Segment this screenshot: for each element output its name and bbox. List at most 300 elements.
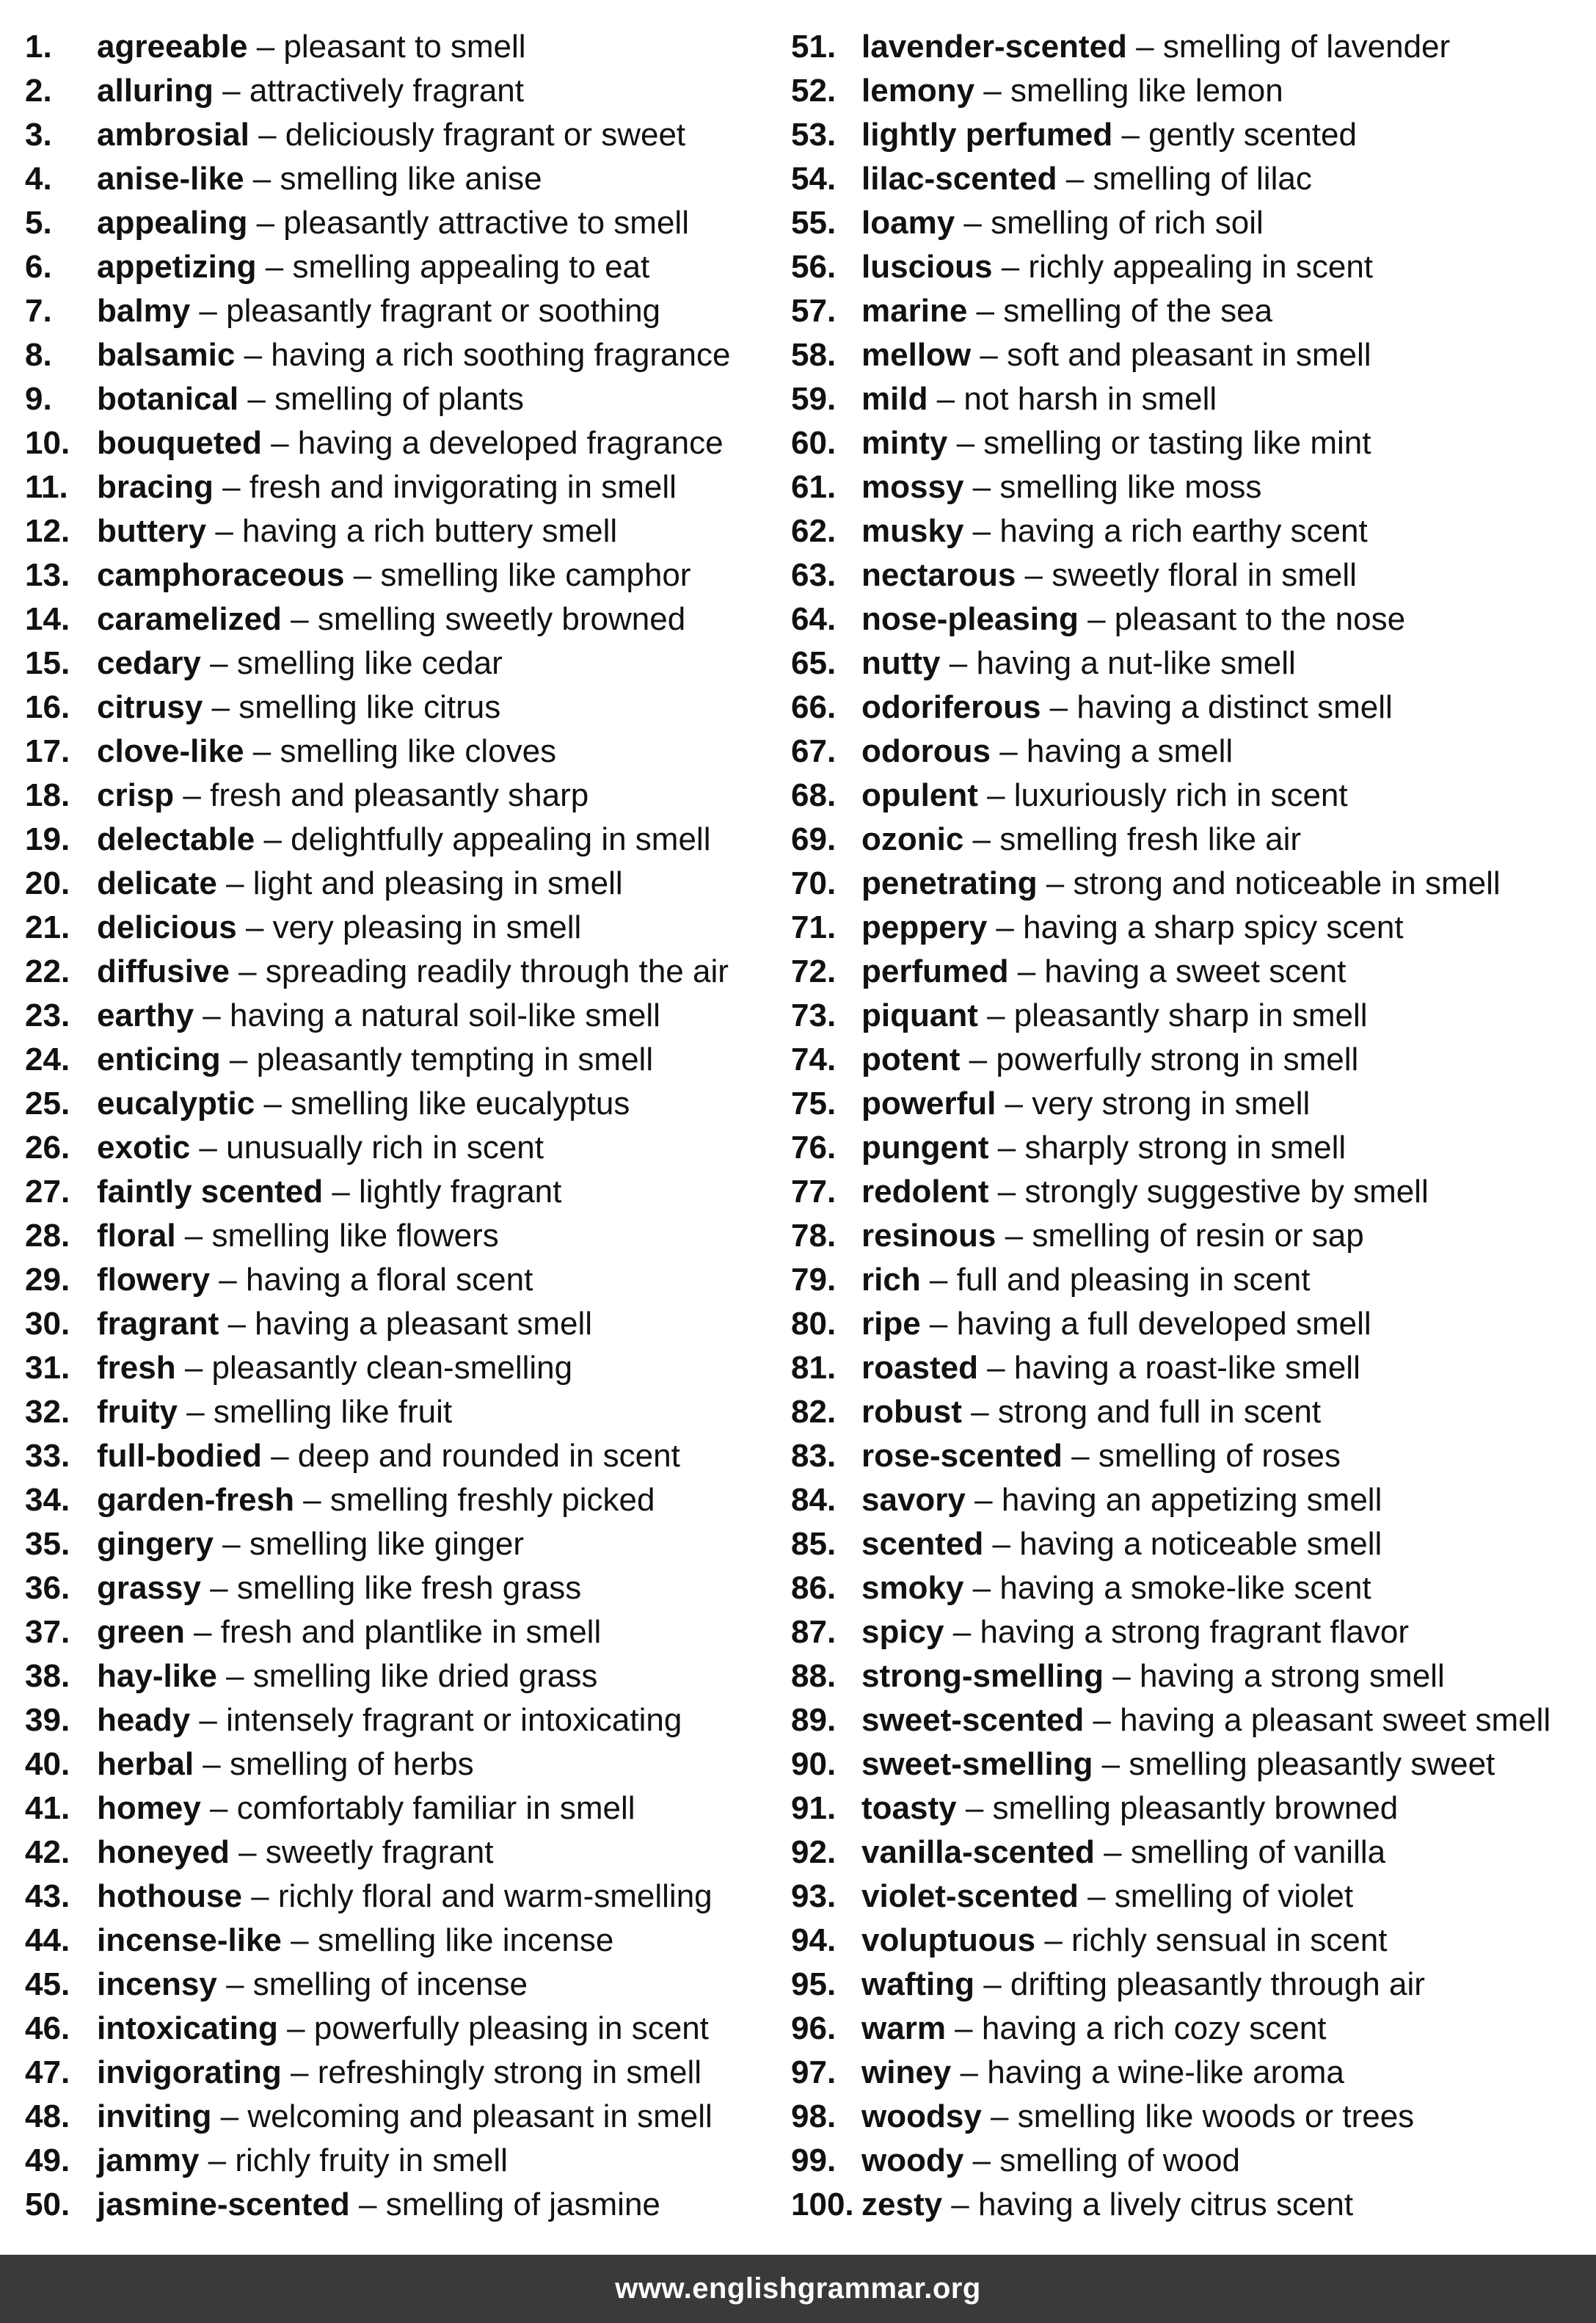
word-entry xyxy=(25,69,788,113)
entry-text xyxy=(861,818,1301,862)
entry-definition: having a pleasant sweet smell xyxy=(1120,1702,1551,1738)
word-entry xyxy=(791,1919,1591,1963)
entry-number: 42. xyxy=(25,1834,70,1870)
entry-word: peppery xyxy=(861,909,988,945)
entry-text xyxy=(861,1742,1495,1786)
entry-text xyxy=(861,157,1312,201)
entry-definition: having a sharp spicy scent xyxy=(1023,909,1404,945)
entry-number: 53. xyxy=(791,117,837,153)
entry-word: crisp xyxy=(97,777,175,813)
entry-word: full-bodied xyxy=(97,1438,262,1474)
word-entry xyxy=(25,2183,788,2227)
entry-definition: very pleasing in smell xyxy=(272,909,582,945)
entry-definition: delightfully appealing in smell xyxy=(291,821,711,857)
entry-text xyxy=(861,686,1393,730)
entry-word: powerful xyxy=(861,1086,996,1121)
entry-number: 39. xyxy=(25,1702,70,1738)
entry-separator: – xyxy=(178,1394,214,1430)
entry-definition: having a strong smell xyxy=(1139,1658,1445,1694)
entry-text xyxy=(861,289,1272,333)
entry-separator: – xyxy=(277,2010,314,2046)
entry-word: fragrant xyxy=(97,1306,219,1342)
entry-text xyxy=(97,245,649,289)
entry-text xyxy=(97,2095,713,2139)
entry-number: 61. xyxy=(791,469,837,505)
entry-word: incensy xyxy=(97,1966,217,2002)
entry-text xyxy=(861,2183,1353,2227)
entry-word: herbal xyxy=(97,1746,194,1782)
entry-separator: – xyxy=(213,1526,249,1562)
entry-separator: – xyxy=(184,1614,221,1650)
word-entry xyxy=(25,597,788,641)
entry-number: 77. xyxy=(791,1174,837,1210)
word-entry xyxy=(791,2051,1591,2095)
entry-definition: having a nut-like smell xyxy=(976,645,1296,681)
word-entry xyxy=(791,1258,1591,1302)
entry-definition: having a pleasant smell xyxy=(255,1306,593,1342)
entry-number: 84. xyxy=(791,1482,837,1518)
entry-definition: smelling sweetly browned xyxy=(317,601,686,637)
word-entry xyxy=(25,641,788,686)
entry-word: robust xyxy=(861,1394,962,1430)
word-entry xyxy=(791,774,1591,818)
entry-number: 38. xyxy=(25,1658,70,1694)
entry-separator: – xyxy=(213,469,249,505)
entry-definition: strong and full in scent xyxy=(997,1394,1322,1430)
entry-definition: smelling of herbs xyxy=(229,1746,474,1782)
entry-word: nutty xyxy=(861,645,941,681)
entry-word: toasty xyxy=(861,1790,957,1826)
entry-definition: intensely fragrant or intoxicating xyxy=(226,1702,682,1738)
entry-number: 69. xyxy=(791,821,837,857)
entry-text xyxy=(861,950,1346,994)
word-entry xyxy=(25,333,788,377)
entry-number: 10. xyxy=(25,425,70,461)
word-entry xyxy=(791,201,1591,245)
entry-word: camphoraceous xyxy=(97,557,345,593)
entry-definition: smelling like eucalyptus xyxy=(291,1086,630,1121)
word-entry xyxy=(25,2051,788,2095)
entry-number: 48. xyxy=(25,2098,70,2134)
entry-word: delectable xyxy=(97,821,255,857)
word-entry xyxy=(25,2095,788,2139)
entry-text xyxy=(861,25,1450,69)
entry-number: 51. xyxy=(791,29,837,65)
entry-word: faintly scented xyxy=(97,1174,324,1210)
entry-definition: smelling of resin or sap xyxy=(1032,1218,1364,1254)
entry-text xyxy=(861,1170,1429,1214)
entry-number: 55. xyxy=(791,205,837,241)
word-entry xyxy=(791,818,1591,862)
entry-word: heady xyxy=(97,1702,191,1738)
entry-text xyxy=(97,1170,561,1214)
entry-text xyxy=(861,2051,1344,2095)
entry-word: buttery xyxy=(97,513,207,549)
entry-number: 46. xyxy=(25,2010,70,2046)
entry-word: violet-scented xyxy=(861,1878,1079,1914)
entry-definition: smelling like citrus xyxy=(238,689,501,725)
entry-separator: – xyxy=(229,1834,266,1870)
entry-word: ambrosial xyxy=(97,117,249,153)
word-entry xyxy=(791,1126,1591,1170)
entry-text xyxy=(861,509,1368,553)
entry-number: 19. xyxy=(25,821,70,857)
entry-word: fruity xyxy=(97,1394,178,1430)
word-entry xyxy=(791,1038,1591,1082)
word-entry xyxy=(791,2007,1591,2051)
entry-separator: – xyxy=(974,73,1010,109)
word-entry xyxy=(25,994,788,1038)
entry-text xyxy=(97,333,730,377)
entry-separator: – xyxy=(1112,117,1149,153)
entry-text xyxy=(861,201,1264,245)
entry-word: garden-fresh xyxy=(97,1482,294,1518)
entry-definition: deliciously fragrant or sweet xyxy=(285,117,686,153)
entry-number: 8. xyxy=(25,337,52,373)
word-entry xyxy=(791,686,1591,730)
entry-number: 28. xyxy=(25,1218,70,1254)
entry-word: hothouse xyxy=(97,1878,242,1914)
entry-definition: comfortably familiar in smell xyxy=(236,1790,635,1826)
entry-separator: – xyxy=(281,601,318,637)
word-entry xyxy=(791,421,1591,465)
entry-definition: smelling like camphor xyxy=(380,557,691,593)
entry-word: luscious xyxy=(861,249,993,285)
entry-text xyxy=(861,1566,1371,1610)
entry-number: 73. xyxy=(791,997,837,1033)
entry-definition: smelling of the sea xyxy=(1003,293,1273,329)
entry-separator: – xyxy=(977,1350,1014,1386)
entry-definition: richly appealing in scent xyxy=(1028,249,1374,285)
entry-definition: having a floral scent xyxy=(245,1262,533,1298)
entry-number: 3. xyxy=(25,117,52,153)
word-entry xyxy=(791,1346,1591,1390)
entry-definition: soft and pleasant in smell xyxy=(1007,337,1371,373)
entry-number: 18. xyxy=(25,777,70,813)
entry-separator: – xyxy=(216,1966,253,2002)
entry-text xyxy=(97,25,526,69)
entry-separator: – xyxy=(963,1570,1000,1606)
entry-definition: pleasantly fragrant or soothing xyxy=(226,293,661,329)
word-entry xyxy=(25,201,788,245)
entry-word: grassy xyxy=(97,1570,201,1606)
entry-number: 81. xyxy=(791,1350,837,1386)
entry-word: rich xyxy=(861,1262,921,1298)
entry-definition: welcoming and pleasant in smell xyxy=(247,2098,713,2134)
entry-number: 70. xyxy=(791,865,837,901)
entry-separator: – xyxy=(200,1570,237,1606)
entry-word: minty xyxy=(861,425,948,461)
entry-word: balsamic xyxy=(97,337,236,373)
entry-separator: – xyxy=(1084,1702,1121,1738)
entry-text xyxy=(97,113,685,157)
entry-number: 92. xyxy=(791,1834,837,1870)
entry-word: enticing xyxy=(97,1041,221,1077)
entry-text xyxy=(861,641,1296,686)
word-entry xyxy=(25,1302,788,1346)
entry-word: resinous xyxy=(861,1218,996,1254)
entry-separator: – xyxy=(261,425,298,461)
entry-definition: smelling like ginger xyxy=(249,1526,525,1562)
entry-number: 66. xyxy=(791,689,837,725)
entry-text xyxy=(97,1434,680,1478)
entry-word: strong-smelling xyxy=(861,1658,1104,1694)
entry-definition: unusually rich in scent xyxy=(226,1130,544,1166)
entry-text xyxy=(861,421,1371,465)
entry-number: 14. xyxy=(25,601,70,637)
word-entry xyxy=(791,1698,1591,1742)
word-entry xyxy=(791,994,1591,1038)
entry-word: hay-like xyxy=(97,1658,217,1694)
word-entry xyxy=(25,25,788,69)
entry-separator: – xyxy=(206,513,243,549)
entry-number: 87. xyxy=(791,1614,837,1650)
entry-word: homey xyxy=(97,1790,201,1826)
entry-word: loamy xyxy=(861,205,955,241)
entry-word: alluring xyxy=(97,73,214,109)
entry-definition: smelling of violet xyxy=(1114,1878,1354,1914)
entry-text xyxy=(861,1875,1353,1919)
entry-definition: powerfully pleasing in scent xyxy=(313,2010,709,2046)
entry-text xyxy=(861,906,1404,950)
entry-separator: – xyxy=(256,249,293,285)
entry-text xyxy=(97,1302,592,1346)
word-entry xyxy=(791,289,1591,333)
entry-number: 76. xyxy=(791,1130,837,1166)
entry-number: 24. xyxy=(25,1041,70,1077)
word-entry xyxy=(791,465,1591,509)
entry-definition: smelling like cedar xyxy=(236,645,503,681)
entry-definition: pleasant to smell xyxy=(283,29,526,65)
word-entry xyxy=(791,1302,1591,1346)
entry-word: ripe xyxy=(861,1306,921,1342)
entry-definition: sharply strong in smell xyxy=(1024,1130,1347,1166)
word-entry xyxy=(25,1963,788,2007)
word-entry xyxy=(791,1610,1591,1654)
entry-word: scented xyxy=(861,1526,984,1562)
entry-number: 49. xyxy=(25,2142,70,2178)
entry-separator: – xyxy=(977,777,1014,813)
entry-definition: having a lively citrus scent xyxy=(978,2186,1354,2222)
word-entry xyxy=(25,2139,788,2183)
entry-number: 1. xyxy=(25,29,52,65)
entry-definition: fresh and plantlike in smell xyxy=(220,1614,602,1650)
word-entry xyxy=(25,1478,788,1522)
entry-definition: very strong in smell xyxy=(1032,1086,1311,1121)
entry-separator: – xyxy=(1062,1438,1098,1474)
entry-number: 50. xyxy=(25,2186,70,2222)
entry-definition: having a full developed smell xyxy=(956,1306,1371,1342)
entry-number: 89. xyxy=(791,1702,837,1738)
word-entry xyxy=(25,1610,788,1654)
entry-text xyxy=(861,1786,1398,1831)
entry-definition: smelling of plants xyxy=(274,381,525,417)
entry-number: 64. xyxy=(791,601,837,637)
entry-number: 56. xyxy=(791,249,837,285)
entry-word: fresh xyxy=(97,1350,176,1386)
entry-definition: pleasantly sharp in smell xyxy=(1013,997,1368,1033)
entry-number: 60. xyxy=(791,425,837,461)
word-entry xyxy=(791,2139,1591,2183)
entry-text xyxy=(97,2183,660,2227)
entry-word: agreeable xyxy=(97,29,248,65)
entry-number: 41. xyxy=(25,1790,70,1826)
word-entry xyxy=(25,1919,788,1963)
entry-number: 9. xyxy=(25,381,52,417)
entry-separator: – xyxy=(920,1306,957,1342)
entry-number: 36. xyxy=(25,1570,70,1606)
entry-text xyxy=(97,1082,630,1126)
entry-text xyxy=(97,1038,653,1082)
entry-number: 32. xyxy=(25,1394,70,1430)
entry-separator: – xyxy=(983,1526,1020,1562)
entry-text xyxy=(861,2139,1240,2183)
word-entry xyxy=(791,1963,1591,2007)
entry-word: intoxicating xyxy=(97,2010,278,2046)
word-entry xyxy=(25,686,788,730)
entry-text xyxy=(861,1038,1358,1082)
entry-definition: smelling like incense xyxy=(317,1922,614,1958)
word-entry xyxy=(25,553,788,597)
entry-number: 45. xyxy=(25,1966,70,2002)
word-entry xyxy=(25,862,788,906)
entry-word: jasmine-scented xyxy=(97,2186,350,2222)
entry-word: voluptuous xyxy=(861,1922,1036,1958)
entry-number: 12. xyxy=(25,513,70,549)
entry-text xyxy=(97,686,500,730)
entry-text xyxy=(97,597,685,641)
entry-word: botanical xyxy=(97,381,239,417)
entry-word: warm xyxy=(861,2010,946,2046)
entry-word: zesty xyxy=(861,2186,943,2222)
entry-separator: – xyxy=(961,1394,998,1430)
entry-text xyxy=(97,1786,635,1831)
entry-definition: smelling pleasantly browned xyxy=(992,1790,1399,1826)
entry-separator: – xyxy=(971,337,1007,373)
entry-definition: smelling like lemon xyxy=(1010,73,1283,109)
entry-text xyxy=(861,1919,1387,1963)
entry-word: bracing xyxy=(97,469,214,505)
word-entry xyxy=(791,157,1591,201)
footer-website-url: www.englishgrammar.org xyxy=(615,2272,981,2305)
entry-word: redolent xyxy=(861,1174,989,1210)
entry-separator: – xyxy=(963,821,1000,857)
entry-word: clove-like xyxy=(97,733,244,769)
entry-word: nectarous xyxy=(861,557,1016,593)
entry-word: diffusive xyxy=(97,953,230,989)
entry-definition: smelling like anise xyxy=(280,161,542,197)
entry-number: 4. xyxy=(25,161,52,197)
entry-text xyxy=(97,1566,581,1610)
entry-text xyxy=(861,597,1405,641)
entry-number: 85. xyxy=(791,1526,837,1562)
entry-word: citrusy xyxy=(97,689,203,725)
entry-text xyxy=(97,906,581,950)
entry-text xyxy=(861,1963,1425,2007)
entry-word: green xyxy=(97,1614,185,1650)
entry-word: woodsy xyxy=(861,2098,982,2134)
entry-word: woody xyxy=(861,2142,964,2178)
entry-number: 80. xyxy=(791,1306,837,1342)
entry-definition: having a strong fragrant flavor xyxy=(980,1614,1409,1650)
entry-word: bouqueted xyxy=(97,425,262,461)
entry-text xyxy=(97,553,690,597)
entry-separator: – xyxy=(244,733,280,769)
entry-definition: having a distinct smell xyxy=(1076,689,1393,725)
entry-number: 15. xyxy=(25,645,70,681)
entry-text xyxy=(861,994,1368,1038)
entry-text xyxy=(97,1258,533,1302)
entry-definition: not harsh in smell xyxy=(963,381,1217,417)
entry-word: lemony xyxy=(861,73,975,109)
entry-definition: smelling appealing to eat xyxy=(292,249,650,285)
word-entry xyxy=(791,2095,1591,2139)
entry-definition: sweetly fragrant xyxy=(265,1834,494,1870)
entry-definition: richly fruity in smell xyxy=(235,2142,508,2178)
entry-text xyxy=(861,1126,1346,1170)
entry-number: 37. xyxy=(25,1614,70,1650)
entry-separator: – xyxy=(945,2010,982,2046)
entry-separator: – xyxy=(241,1878,278,1914)
entry-definition: smelling like fruit xyxy=(213,1394,453,1430)
entry-number: 72. xyxy=(791,953,837,989)
entry-number: 96. xyxy=(791,2010,837,2046)
word-entry xyxy=(791,1478,1591,1522)
entry-separator: – xyxy=(238,381,275,417)
entry-number: 13. xyxy=(25,557,70,593)
entry-number: 5. xyxy=(25,205,52,241)
entry-number: 82. xyxy=(791,1394,837,1430)
entry-separator: – xyxy=(981,2098,1018,2134)
entry-separator: – xyxy=(940,645,977,681)
entry-definition: having a rich cozy scent xyxy=(981,2010,1327,2046)
entry-word: sweet-smelling xyxy=(861,1746,1093,1782)
entry-number: 98. xyxy=(791,2098,837,2134)
entry-definition: having a rich buttery smell xyxy=(242,513,618,549)
entry-definition: pleasantly tempting in smell xyxy=(256,1041,654,1077)
entry-text xyxy=(861,1610,1409,1654)
entry-definition: having an appetizing smell xyxy=(1001,1482,1382,1518)
entry-word: musky xyxy=(861,513,964,549)
entry-word: exotic xyxy=(97,1130,191,1166)
entry-word: lilac-scented xyxy=(861,161,1057,197)
entry-definition: smelling of incense xyxy=(252,1966,528,2002)
entry-definition: smelling of vanilla xyxy=(1130,1834,1386,1870)
entry-text xyxy=(97,774,589,818)
word-entry xyxy=(791,69,1591,113)
entry-separator: – xyxy=(988,1130,1025,1166)
word-entry xyxy=(25,950,788,994)
entry-definition: deep and rounded in scent xyxy=(297,1438,680,1474)
entry-definition: having a developed fragrance xyxy=(297,425,724,461)
entry-separator: – xyxy=(996,1086,1032,1121)
entry-separator: – xyxy=(190,293,227,329)
entry-word: anise-like xyxy=(97,161,244,197)
entry-definition: smelling of rich soil xyxy=(991,205,1264,241)
entry-number: 99. xyxy=(791,2142,837,2178)
entry-number: 40. xyxy=(25,1746,70,1782)
entry-word: balmy xyxy=(97,293,191,329)
entry-separator: – xyxy=(947,425,984,461)
entry-definition: smelling like dried grass xyxy=(252,1658,598,1694)
entry-number: 7. xyxy=(25,293,52,329)
entry-separator: – xyxy=(955,205,991,241)
word-entry xyxy=(25,1698,788,1742)
entry-word: sweet-scented xyxy=(861,1702,1085,1738)
entry-word: delicate xyxy=(97,865,217,901)
entry-word: wafting xyxy=(861,1966,974,2002)
entry-separator: – xyxy=(977,997,1014,1033)
